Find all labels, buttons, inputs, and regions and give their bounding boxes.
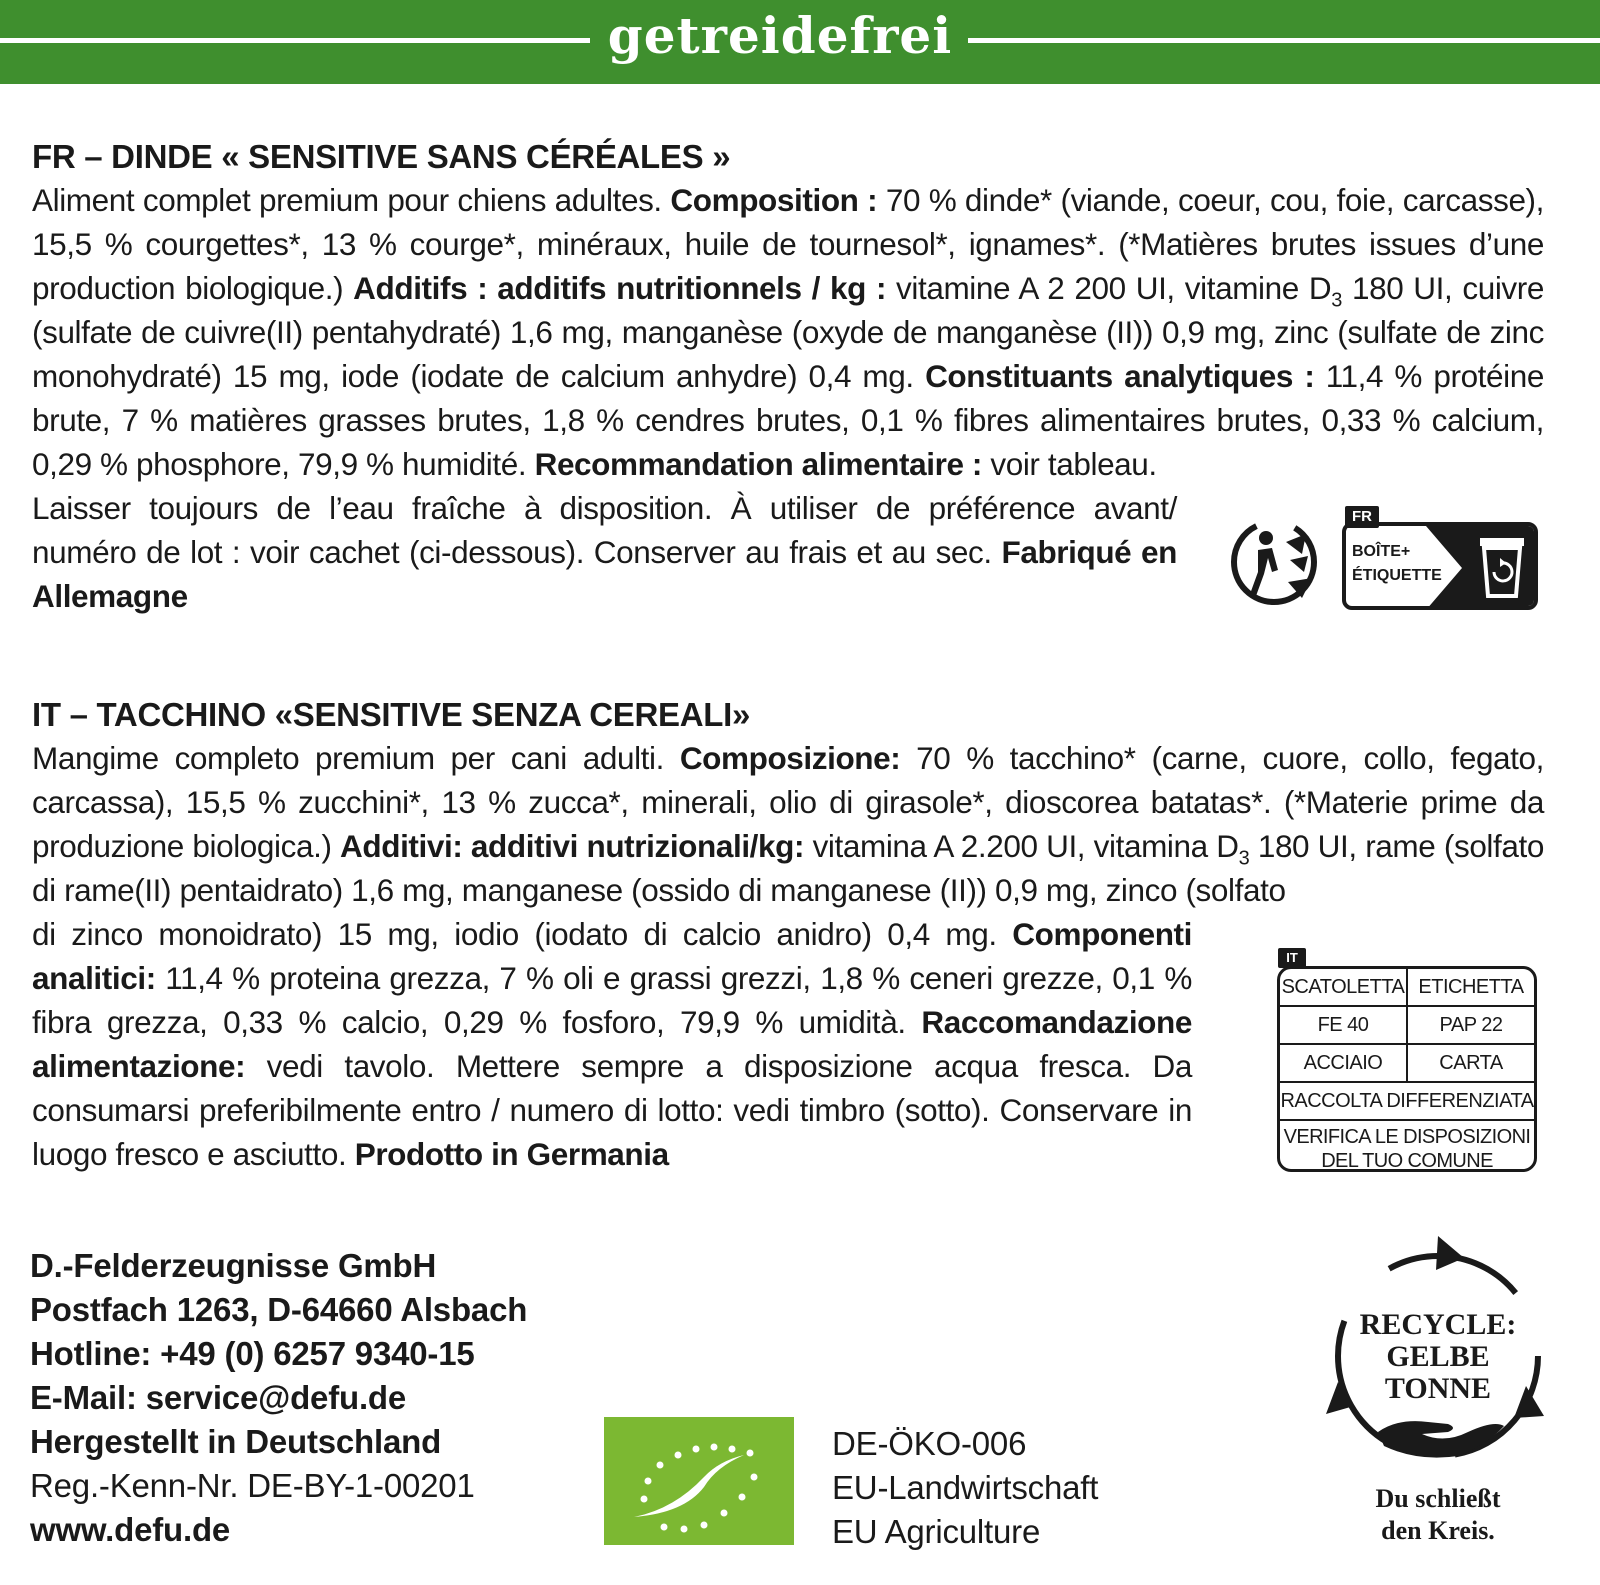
header-rule-left — [0, 38, 590, 43]
header-banner — [0, 0, 1600, 84]
it-subscript: 3 — [1238, 847, 1250, 870]
table-note-line: DEL TUO COMUNE — [1321, 1150, 1493, 1172]
fr-title: FR – DINDE « SENSITIVE SANS CÉRÉALES » — [32, 138, 731, 175]
it-bold-label: Additivi: additivi nutrizionali/kg: — [340, 828, 805, 864]
fr-text: voir tableau. — [982, 446, 1157, 482]
recycle-line-3: TONNE — [1384, 1372, 1492, 1405]
table-cell — [1280, 1121, 1534, 1172]
organic-control-code: DE-ÖKO-006 — [832, 1425, 1027, 1462]
table-cell: CARTA — [1406, 1045, 1534, 1081]
fr-bold-label: Additifs : additifs nutritionnels / kg : — [353, 270, 887, 306]
eu-agriculture-de: EU-Landwirtschaft — [832, 1469, 1099, 1506]
header-rule-right — [968, 38, 1600, 43]
fr-text: vitamine A 2 200 UI, vitamine D — [886, 270, 1332, 306]
it-bold-label: Prodotto in Germania — [354, 1136, 669, 1172]
fr-bold-label: Composition : — [670, 182, 878, 218]
table-cell: ACCIAIO — [1303, 1052, 1383, 1074]
table-cell: ETICHETTA — [1406, 969, 1534, 1005]
manufacturer-address — [30, 1244, 630, 1552]
it-recycling-table — [1277, 966, 1537, 1172]
header-title: getreidefrei — [607, 6, 953, 65]
table-row — [1280, 969, 1534, 1007]
eu-organic-text — [832, 1422, 1098, 1554]
fr-body-end — [32, 486, 1177, 618]
made-in: Hergestellt in Deutschland — [30, 1423, 442, 1460]
fr-subscript: 3 — [1331, 289, 1342, 312]
website: www.defu.de — [30, 1511, 231, 1548]
registration-number: Reg.-Kenn-Nr. DE-BY-1-00201 — [30, 1467, 475, 1504]
recycle-slogan-1: Du schließt — [1375, 1484, 1501, 1513]
it-bold-label: Componenti analitici: — [32, 916, 1192, 996]
table-row — [1280, 1007, 1534, 1045]
company-name: D.-Felderzeugnisse GmbH — [30, 1247, 437, 1284]
recycle-slogan-2: den Kreis. — [1381, 1516, 1495, 1545]
fr-sorting-box — [1342, 522, 1538, 610]
fr-sorting-label-line1: BOÎTE+ — [1352, 543, 1411, 560]
it-text: 70 % tacchino* (carne, cuore, collo, fegato, carcassa), 15,5 % zucchini*, 13 % zucca*, minerali, olio di girasole*, dioscorea batatas*. (*Materie prime da produzione biologica.) — [32, 740, 1545, 864]
it-text: 11,4 % proteina grezza, 7 % oli e grassi grezzi, 1,8 % ceneri grezze, 0,1 % fibra grezza, 0,33 % calcio, 0,29 % fosforo, 79,9 % umidità. — [32, 960, 1192, 1040]
recycle-line-1: RECYCLE: — [1359, 1308, 1517, 1341]
fr-text: 180 UI, cuivre (sulfate de cuivre(II) pentahydraté) 1,6 mg, manganèse (oxyde de manganèse (II)) 0,9 mg, zinc (sulfate de zinc monohydraté) 15 mg, iode (iodate de calcium anhydre) 0,4 mg. — [32, 270, 1544, 394]
table-note-line: VERIFICA LE DISPOSIZIONI — [1283, 1126, 1531, 1148]
it-text: Mangime completo premium per cani adulti. — [32, 740, 680, 776]
table-cell: SCATOLETTA — [1281, 976, 1405, 998]
it-text: vedi tavolo. Mettere sempre a disposizione acqua fresca. Da consumarsi preferibilmente entro / numero di lotto: vedi timbro (sotto). Conservare in luogo fresco e asciutto. — [32, 1048, 1192, 1172]
it-text: vitamina A 2.200 UI, vitamina D — [804, 828, 1239, 864]
table-row — [1280, 1121, 1534, 1172]
it-text: di zinco monoidrato) 15 mg, iodio (iodato di calcio anidro) 0,4 mg. — [32, 916, 1013, 952]
fr-bold-label: Recommandation alimentaire : — [534, 446, 983, 482]
fr-bold-label: Fabriqué en Allemagne — [32, 534, 1177, 614]
table-row — [1280, 1083, 1534, 1121]
fr-badge: FR — [1345, 506, 1379, 528]
table-cell: FE 40 — [1317, 1014, 1369, 1036]
it-title: IT – TACCHINO «SENSITIVE SENZA CEREALI» — [32, 696, 751, 733]
table-cell: PAP 22 — [1406, 1007, 1534, 1043]
table-cell: RACCOLTA DIFFERENZIATA — [1280, 1090, 1534, 1112]
it-body — [32, 736, 1544, 912]
eu-agriculture-en: EU Agriculture — [832, 1513, 1041, 1550]
fr-text: Laisser toujours de l’eau fraîche à disposition. À utiliser de préférence avant/ numéro de lot : voir cachet (ci-dessous). Conserver au frais et au sec. — [32, 490, 1177, 570]
fr-sorting-label — [1352, 540, 1442, 588]
fr-text: Aliment complet premium pour chiens adultes. — [32, 182, 671, 218]
fr-text: 70 % dinde* (viande, coeur, cou, foie, carcasse), 15,5 % courgettes*, 13 % courge*, minéraux, huile de tournesol*, ignames*. (*Matières brutes issues d’une production biologique.) — [32, 182, 1545, 306]
it-text: 180 UI, rame (solfato di rame(II) pentaidrato) 1,6 mg, manganese (ossido di manganese (II)) 0,9 mg, zinco (solfato — [32, 828, 1544, 908]
fr-text: 11,4 % protéine brute, 7 % matières grasses brutes, 1,8 % cendres brutes, 0,1 % fibres alimentaires brutes, 0,33 % calcium, 0,29 % phosphore, 79,9 % humidité. — [32, 358, 1544, 482]
fr-body — [32, 178, 1544, 486]
it-badge: IT — [1278, 948, 1306, 968]
fr-sorting-label-line2: ÉTIQUETTE — [1352, 567, 1442, 584]
recycle-line-2: GELBE — [1386, 1340, 1490, 1373]
email: E-Mail: service@defu.de — [30, 1379, 407, 1416]
postbox: Postfach 1263, D-64660 Alsbach — [30, 1291, 528, 1328]
it-bold-label: Composizione: — [679, 740, 901, 776]
it-bold-label: Raccomandazione alimentazione: — [32, 1004, 1192, 1084]
triman-icon — [1228, 512, 1328, 612]
it-body-end — [32, 912, 1192, 1176]
hotline: Hotline: +49 (0) 6257 9340-15 — [30, 1335, 475, 1372]
recycle-bin-icon — [1474, 532, 1530, 602]
table-row — [1280, 1045, 1534, 1083]
fr-recycling-pictogram — [1228, 504, 1548, 624]
eu-organic-leaf-icon — [604, 1417, 794, 1545]
fr-bold-label: Constituants analytiques : — [925, 358, 1315, 394]
recycle-gelbe-tonne-badge — [1318, 1236, 1558, 1562]
